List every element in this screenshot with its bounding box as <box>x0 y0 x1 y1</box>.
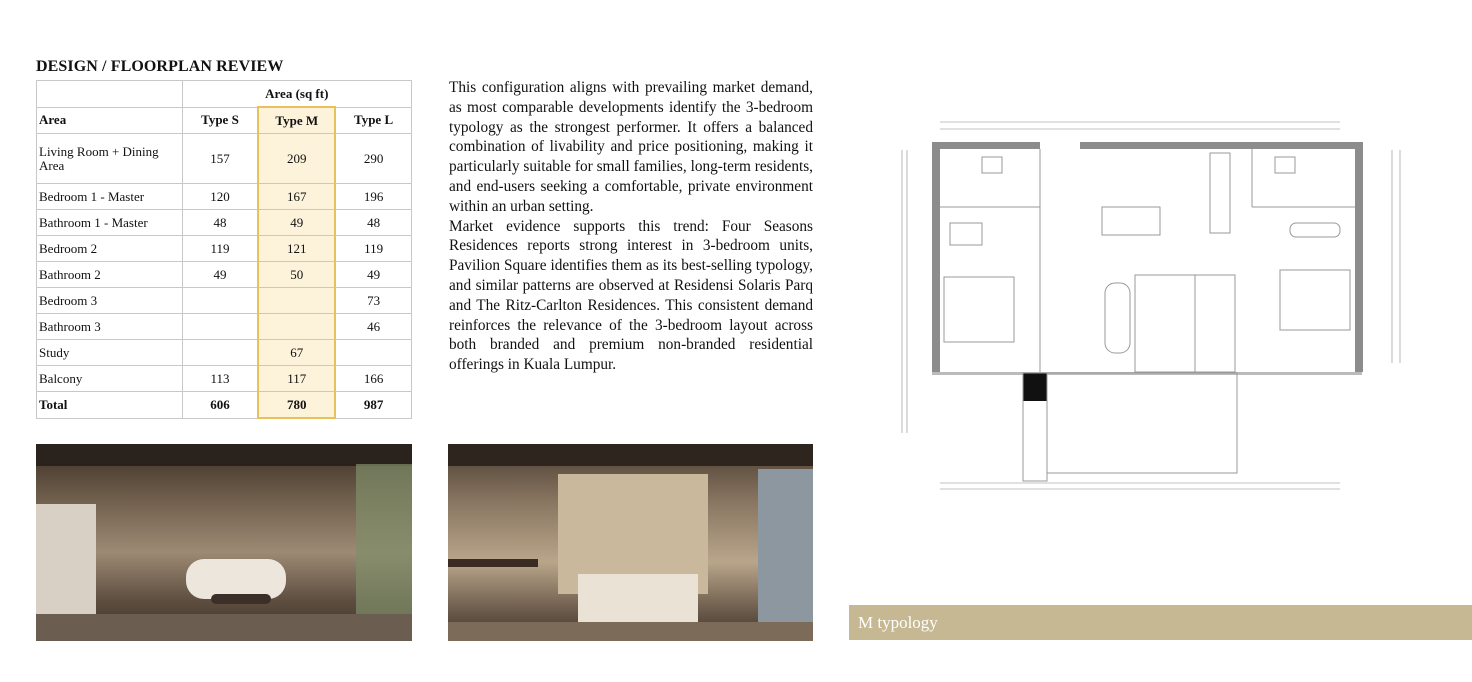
living-room-photo <box>36 444 412 641</box>
paragraph: This configuration aligns with prevailing market demand, as most comparable developments identify the 3-bedroom typology as the strongest performer. It offers a balanced combination of livability and price positioning, making it particularly suitable for small families, long-term residents, and end-users seeking a comfortable, private environment within an urban setting. <box>449 79 813 215</box>
area-cell: 113 <box>182 366 258 392</box>
living-room-illustration <box>36 444 412 641</box>
area-cell: 209 <box>258 134 335 184</box>
row-label: Living Room + Dining Area <box>37 134 183 184</box>
group-header: Area (sq ft) <box>182 81 411 108</box>
area-cell: 67 <box>258 340 335 366</box>
table-row <box>37 184 412 210</box>
bedroom-photo <box>448 444 813 641</box>
col-header: Area <box>37 107 183 134</box>
table-row <box>37 366 412 392</box>
col-header: Type S <box>182 107 258 134</box>
row-label: Bedroom 3 <box>37 288 183 314</box>
area-cell <box>182 340 258 366</box>
area-cell: 48 <box>182 210 258 236</box>
area-table <box>36 80 412 419</box>
area-cell: 48 <box>335 210 411 236</box>
area-cell: 49 <box>335 262 411 288</box>
area-cell: 120 <box>182 184 258 210</box>
table-header-row <box>37 107 412 134</box>
area-cell <box>335 340 411 366</box>
area-cell: 49 <box>258 210 335 236</box>
table-row <box>37 134 412 184</box>
row-label: Study <box>37 340 183 366</box>
total-cell: 780 <box>258 392 335 419</box>
area-cell: 46 <box>335 314 411 340</box>
row-label: Balcony <box>37 366 183 392</box>
col-header: Type L <box>335 107 411 134</box>
area-cell: 119 <box>182 236 258 262</box>
table-row <box>37 340 412 366</box>
area-cell <box>258 288 335 314</box>
area-cell <box>182 314 258 340</box>
total-row <box>37 392 412 419</box>
typology-caption: M typology <box>849 605 1472 640</box>
area-cell: 49 <box>182 262 258 288</box>
area-cell: 167 <box>258 184 335 210</box>
table-row <box>37 236 412 262</box>
total-cell: 987 <box>335 392 411 419</box>
area-cell <box>258 314 335 340</box>
row-label: Bathroom 2 <box>37 262 183 288</box>
area-cell <box>182 288 258 314</box>
total-label: Total <box>37 392 183 419</box>
row-label: Bedroom 1 - Master <box>37 184 183 210</box>
table-row <box>37 288 412 314</box>
table-group-header-row <box>37 81 412 108</box>
area-cell: 50 <box>258 262 335 288</box>
table-row <box>37 210 412 236</box>
row-label: Bathroom 1 - Master <box>37 210 183 236</box>
total-cell: 606 <box>182 392 258 419</box>
table-row <box>37 262 412 288</box>
market-text <box>449 78 813 375</box>
section-title: DESIGN / FLOORPLAN REVIEW <box>36 58 284 75</box>
area-cell: 119 <box>335 236 411 262</box>
area-cell: 121 <box>258 236 335 262</box>
row-label: Bathroom 3 <box>37 314 183 340</box>
area-cell: 166 <box>335 366 411 392</box>
area-cell: 157 <box>182 134 258 184</box>
area-cell: 290 <box>335 134 411 184</box>
area-cell: 117 <box>258 366 335 392</box>
col-header-highlighted: Type M <box>258 107 335 134</box>
table-row <box>37 314 412 340</box>
paragraph: Market evidence supports this trend: Four Seasons Residences reports strong interest in 3-bedroom units, Pavilion Square identifies them as its best-selling typology, and similar patterns are observed at Residensi Solaris Parq and The Ritz-Carlton Residences. This consistent demand reinforces the relevance of the 3-bedroom layout across both branded and premium non-branded residential offerings in Kuala Lumpur. <box>449 217 813 374</box>
area-cell: 196 <box>335 184 411 210</box>
area-cell: 73 <box>335 288 411 314</box>
bedroom-illustration <box>448 444 813 641</box>
row-label: Bedroom 2 <box>37 236 183 262</box>
floorplan-drawing <box>880 105 1425 500</box>
